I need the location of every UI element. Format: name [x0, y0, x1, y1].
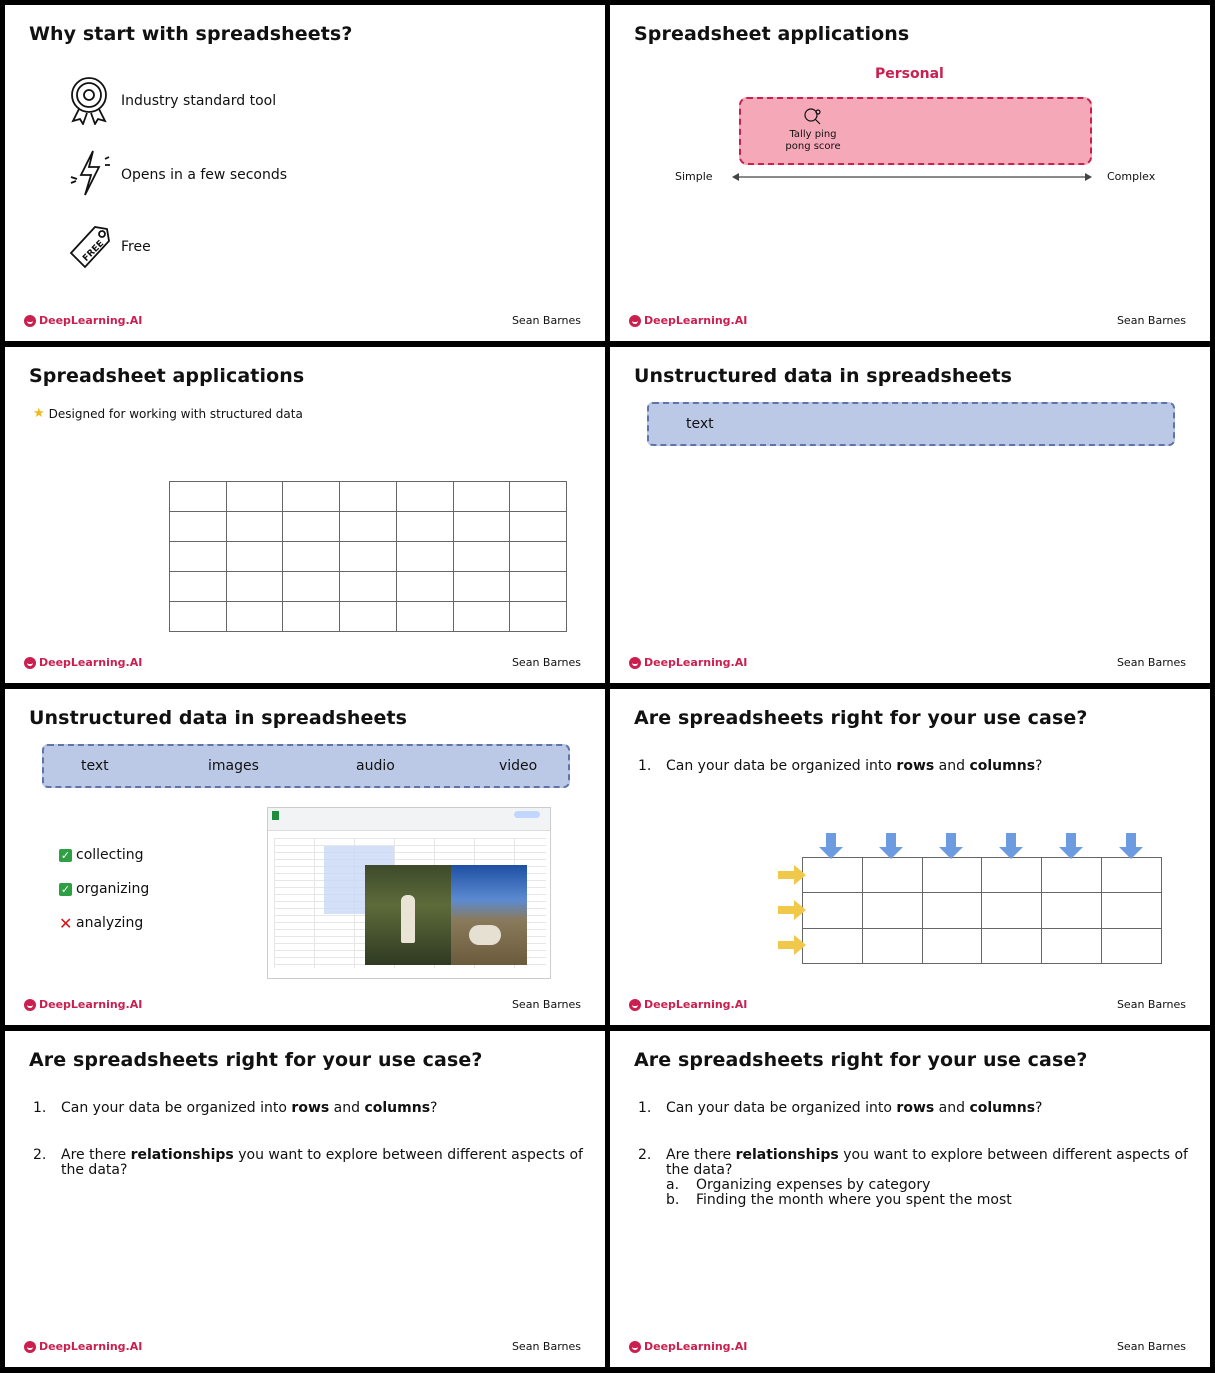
free-tag-text: FREE — [81, 238, 107, 264]
brand-logo: DeepLearning.AI — [24, 998, 142, 1011]
brand-logo: DeepLearning.AI — [629, 998, 747, 1011]
author-name: Sean Barnes — [1116, 998, 1186, 1011]
slide-title: Spreadsheet applications — [29, 365, 305, 387]
star-icon: ★ — [33, 406, 45, 421]
checkmark-icon: ✓ — [60, 882, 71, 896]
brand-icon — [24, 999, 36, 1011]
slide-unstructured-data-media — [5, 689, 605, 1025]
data-type-video: video — [499, 758, 538, 774]
check-item: ✕ analyzing — [59, 913, 144, 933]
slide-title: Are spreadsheets right for your use case? — [29, 1049, 483, 1071]
data-type-audio: audio — [356, 758, 395, 774]
axis-left-label: Simple — [675, 170, 713, 183]
personal-range-box — [739, 97, 1092, 165]
author-name: Sean Barnes — [511, 314, 581, 327]
alpaca-figure — [469, 925, 501, 945]
arrow-down-icon — [999, 833, 1023, 859]
brand-icon — [629, 315, 641, 327]
ping-pong-icon — [803, 107, 823, 125]
author-name: Sean Barnes — [1116, 1340, 1186, 1353]
brand-logo: DeepLearning.AI — [24, 656, 142, 669]
question-2: 2. Are there relationships you want to explore between different aspects of the data? a. Organizing expenses by category b. Finding the month where you spent the most — [638, 1147, 1188, 1208]
column-arrows — [800, 833, 1170, 861]
feature-label: Free — [121, 239, 151, 255]
check-item: ✓ organizing — [60, 881, 150, 897]
brand-logo: DeepLearning.AI — [629, 1340, 747, 1353]
alpaca-photo — [451, 865, 527, 965]
bullet: ★ Designed for working with structured data — [33, 406, 303, 421]
data-type-text: text — [81, 758, 109, 774]
author-name: Sean Barnes — [1116, 314, 1186, 327]
brand-icon — [24, 1341, 36, 1353]
question-1: 1. Can your data be organized into rows and columns? — [33, 1100, 438, 1116]
spreadsheet-screenshot — [267, 807, 551, 979]
check-item: ✓ collecting — [60, 847, 144, 863]
arrow-right-icon — [778, 935, 806, 955]
brand-logo: DeepLearning.AI — [24, 314, 142, 327]
data-types-box — [647, 402, 1175, 446]
arrow-down-icon — [939, 833, 963, 859]
author-name: Sean Barnes — [511, 656, 581, 669]
brand-icon — [24, 657, 36, 669]
data-types-box — [42, 744, 570, 788]
llama-figure — [401, 895, 415, 943]
question-1: 1. Can your data be organized into rows and columns? — [638, 758, 1043, 774]
llama-photo — [365, 865, 451, 965]
simple-complex-axis — [732, 170, 1092, 184]
slide-use-case-rows-columns — [610, 689, 1210, 1025]
slide-title: Are spreadsheets right for your use case? — [634, 1049, 1088, 1071]
rows-columns-grid — [802, 857, 1162, 964]
example-note: Tally ping pong score — [781, 107, 845, 153]
cross-icon: ✕ — [59, 913, 73, 933]
axis-right-label: Complex — [1107, 170, 1156, 183]
brand-icon — [629, 1341, 641, 1353]
brand-logo: DeepLearning.AI — [24, 1340, 142, 1353]
sub-item: a. Organizing expenses by category — [666, 1177, 931, 1193]
brand-icon — [24, 315, 36, 327]
arrow-down-icon — [819, 833, 843, 859]
checkmark-icon: ✓ — [60, 848, 71, 862]
slide-title: Spreadsheet applications — [634, 23, 910, 45]
share-button-mini — [514, 811, 540, 818]
slide-use-case-examples — [610, 1031, 1210, 1367]
slide-title: Unstructured data in spreadsheets — [29, 707, 408, 729]
brand-icon — [629, 999, 641, 1011]
arrow-right-icon — [778, 900, 806, 920]
feature-item — [65, 219, 151, 275]
author-name: Sean Barnes — [1116, 656, 1186, 669]
author-name: Sean Barnes — [511, 1340, 581, 1353]
feature-label: Opens in a few seconds — [121, 167, 288, 183]
feature-item — [65, 147, 287, 203]
data-type-text: text — [686, 416, 714, 432]
sub-item: b. Finding the month where you spent the most — [666, 1192, 1012, 1208]
free-tag-icon — [65, 219, 113, 275]
sheet-toolbar — [268, 808, 550, 831]
row-arrows — [778, 863, 808, 963]
question-1: 1. Can your data be organized into rows and columns? — [638, 1100, 1043, 1116]
slide-title: Are spreadsheets right for your use case? — [634, 707, 1088, 729]
brand-icon — [629, 657, 641, 669]
arrow-down-icon — [1059, 833, 1083, 859]
data-type-images: images — [208, 758, 259, 774]
category-label: Personal — [875, 66, 944, 82]
question-2: 2. Are there relationships you want to explore between different aspects of the data? — [33, 1147, 583, 1178]
slide-spreadsheet-applications-spectrum — [610, 5, 1210, 341]
lightning-icon — [65, 147, 113, 203]
arrow-down-icon — [1119, 833, 1143, 859]
author-name: Sean Barnes — [511, 998, 581, 1011]
feature-label: Industry standard tool — [121, 93, 277, 109]
slide-unstructured-data-text — [610, 347, 1210, 683]
arrow-right-icon — [778, 865, 806, 885]
slide-structured-data — [5, 347, 605, 683]
feature-item — [65, 73, 276, 129]
sheets-icon — [272, 811, 279, 820]
slide-use-case-relationships — [5, 1031, 605, 1367]
slide-title: Unstructured data in spreadsheets — [634, 365, 1013, 387]
brand-logo: DeepLearning.AI — [629, 656, 747, 669]
slide-why-spreadsheets — [5, 5, 605, 341]
award-badge-icon — [65, 73, 113, 129]
slide-title: Why start with spreadsheets? — [29, 23, 353, 45]
empty-grid — [169, 481, 567, 632]
brand-logo: DeepLearning.AI — [629, 314, 747, 327]
arrow-down-icon — [879, 833, 903, 859]
